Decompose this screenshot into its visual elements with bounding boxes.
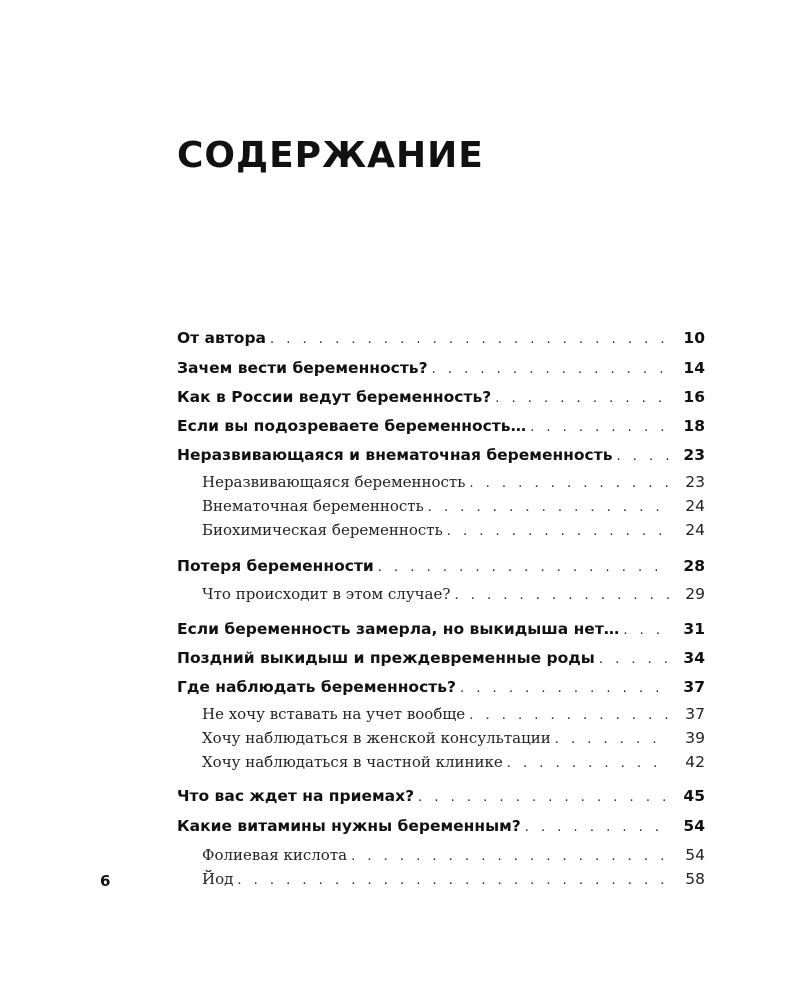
toc-entry — [177, 649, 705, 667]
toc-entry-page: 31 — [683, 620, 705, 638]
toc-subentry-page: 23 — [685, 473, 705, 491]
dot-leader — [623, 623, 669, 638]
dot-leader — [495, 391, 669, 406]
toc-entry-page: 23 — [683, 446, 705, 464]
toc-subentry — [202, 705, 705, 723]
dot-leader — [507, 756, 669, 771]
toc-subentry-page: 54 — [685, 846, 705, 864]
toc-entry-title: Как в России ведут беременность? — [177, 388, 492, 406]
toc-subentry-title: Фолиевая кислота — [202, 846, 348, 864]
toc-subentry-title: Внематочная беременность — [202, 497, 424, 515]
dot-leader — [469, 708, 669, 723]
dot-leader — [599, 652, 669, 667]
toc-subentry-title: Что происходит в этом случае? — [202, 585, 451, 603]
toc-entry-title: Где наблюдать беременность? — [177, 678, 457, 696]
dot-leader — [469, 476, 669, 491]
dot-leader — [432, 362, 669, 377]
toc-entry-page: 37 — [683, 678, 705, 696]
dot-leader — [555, 732, 669, 747]
toc-entry — [177, 446, 705, 464]
toc-entry — [177, 678, 705, 696]
toc-entry — [177, 620, 705, 638]
toc-entry — [177, 388, 705, 406]
toc-entry-page: 10 — [683, 329, 705, 347]
dot-leader — [525, 820, 669, 835]
toc-subentry — [202, 521, 705, 539]
dot-leader — [428, 500, 669, 515]
dot-leader — [530, 420, 669, 435]
dot-leader — [418, 790, 669, 805]
toc-subentry-page: 29 — [685, 585, 705, 603]
toc-entry-title: От автора — [177, 329, 267, 347]
toc-subentry-page: 24 — [685, 497, 705, 515]
toc-subentry-title: Хочу наблюдаться в частной клинике — [202, 753, 503, 771]
page-number: 6 — [100, 872, 111, 890]
toc-entry-title: Поздний выкидыш и преждевременные роды — [177, 649, 595, 667]
toc-subentry — [202, 870, 705, 888]
toc-entry-page: 28 — [683, 557, 705, 575]
toc-entry-title: Если вы подозреваете беременность… — [177, 417, 527, 435]
toc-subentry-title: Биохимическая беременность — [202, 521, 443, 539]
toc-entry-page: 54 — [683, 817, 705, 835]
toc-entry-title: Зачем вести беременность? — [177, 359, 428, 377]
toc-subentry-page: 24 — [685, 521, 705, 539]
toc-subentry-page: 58 — [685, 870, 705, 888]
toc-subentry — [202, 846, 705, 864]
page-title: СОДЕРЖАНИЕ — [177, 135, 484, 176]
toc-entry — [177, 557, 705, 575]
dot-leader — [460, 681, 669, 696]
toc-entry-title: Если беременность замерла, но выкидыша нет… — [177, 620, 620, 638]
toc-subentry — [202, 473, 705, 491]
dot-leader — [617, 449, 669, 464]
toc-subentry — [202, 585, 705, 603]
toc-subentry-title: Йод — [202, 870, 234, 888]
toc-subentry — [202, 729, 705, 747]
toc-subentry-title: Не хочу вставать на учет вообще — [202, 705, 466, 723]
toc-entry-title: Что вас ждет на приемах? — [177, 787, 415, 805]
toc-entry-page: 45 — [683, 787, 705, 805]
toc-entry-page: 16 — [683, 388, 705, 406]
toc-entry-title: Какие витамины нужны беременным? — [177, 817, 521, 835]
toc-subentry-page: 42 — [685, 753, 705, 771]
toc-entry — [177, 329, 705, 347]
toc-entry-title: Потеря беременности — [177, 557, 374, 575]
toc-subentry — [202, 753, 705, 771]
toc-entry-page: 14 — [683, 359, 705, 377]
toc-entry — [177, 417, 705, 435]
toc-subentry-title: Неразвивающаяся беременность — [202, 473, 466, 491]
dot-leader — [378, 560, 669, 575]
toc-subentry-page: 37 — [685, 705, 705, 723]
dot-leader — [447, 524, 669, 539]
toc-entry — [177, 787, 705, 805]
toc-subentry-title: Хочу наблюдаться в женской консультации — [202, 729, 551, 747]
toc-entry-page: 18 — [683, 417, 705, 435]
dot-leader — [351, 849, 669, 864]
dot-leader — [237, 873, 669, 888]
dot-leader — [454, 588, 669, 603]
toc-entry-title: Неразвивающаяся и внематочная беременность — [177, 446, 613, 464]
toc-subentry-page: 39 — [685, 729, 705, 747]
toc-entry-page: 34 — [683, 649, 705, 667]
toc-entry — [177, 817, 705, 835]
toc-entry — [177, 359, 705, 377]
dot-leader — [270, 332, 669, 347]
toc-subentry — [202, 497, 705, 515]
